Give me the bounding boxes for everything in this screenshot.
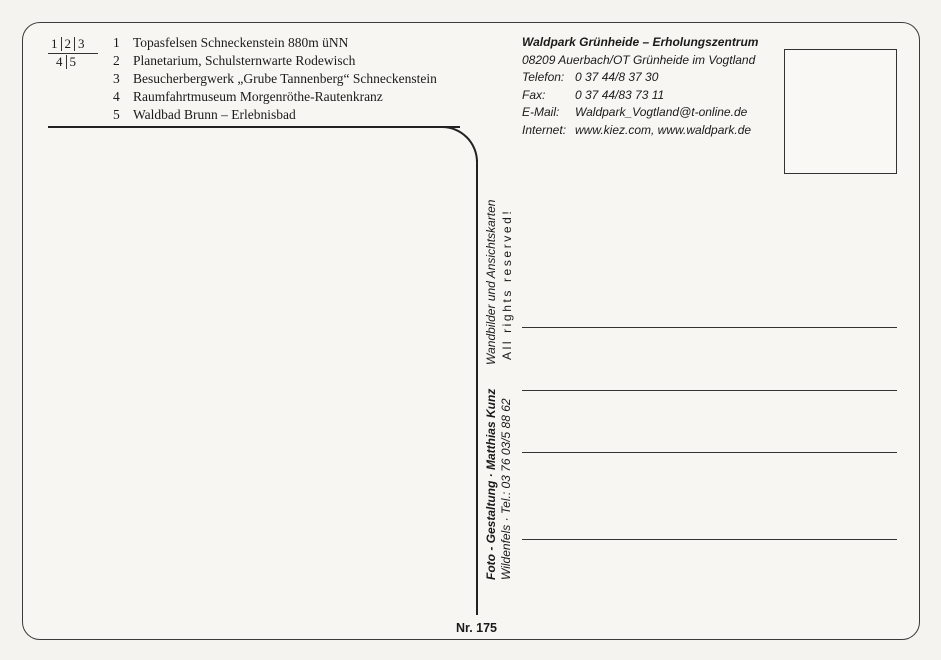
credit-address: Wildenfels · Tel.: 03 76 03/5 88 62 bbox=[499, 398, 513, 580]
contact-phone: Telefon: 0 37 44/8 37 30 bbox=[522, 70, 659, 84]
grid-key-1: 1 bbox=[51, 36, 58, 51]
card-number: Nr. 175 bbox=[456, 621, 498, 635]
address-line bbox=[522, 539, 897, 540]
credit-photo: Foto - Gestaltung · Matthias Kunz bbox=[484, 388, 498, 580]
legend-item: 1 Topasfelsen Schneckenstein 880m üNN bbox=[113, 35, 349, 50]
address-line bbox=[522, 390, 897, 391]
stamp-box bbox=[784, 49, 897, 174]
photo-grid-key bbox=[48, 36, 98, 70]
photo-legend bbox=[113, 34, 437, 124]
grid-key-5: 5 bbox=[69, 54, 76, 69]
legend-item: 2 Planetarium, Schulsternwarte Rodewisch bbox=[113, 53, 356, 68]
contact-email: E-Mail: Waldpark_Vogtland@t-online.de bbox=[522, 105, 748, 119]
grid-key-2: 2 bbox=[64, 36, 71, 51]
legend-item: 5 Waldbad Brunn – Erlebnisbad bbox=[113, 107, 296, 122]
legend-item: 3 Besucherbergwerk „Grube Tannenberg“ Schneckenstein bbox=[113, 71, 437, 86]
credit-publisher: Wandbilder und Ansichtskarten bbox=[484, 199, 498, 365]
credit-rights: All rights reserved! bbox=[500, 208, 514, 360]
legend-item: 4 Raumfahrtmuseum Morgenröthe-Rautenkranz bbox=[113, 89, 383, 104]
divider-vertical bbox=[476, 160, 478, 615]
grid-key-4: 4 bbox=[56, 54, 63, 69]
contact-fax: Fax: 0 37 44/83 73 11 bbox=[522, 87, 665, 102]
grid-key-3: 3 bbox=[78, 36, 85, 51]
divider-horizontal bbox=[48, 126, 460, 128]
sender-address bbox=[522, 34, 758, 139]
address-line bbox=[522, 452, 897, 453]
address-line bbox=[522, 327, 897, 328]
address-title: Waldpark Grünheide – Erholungszentrum bbox=[522, 35, 759, 49]
contact-internet: Internet: www.kiez.com, www.waldpark.de bbox=[522, 122, 752, 137]
address-street: 08209 Auerbach/OT Grünheide im Vogtland bbox=[522, 52, 756, 67]
